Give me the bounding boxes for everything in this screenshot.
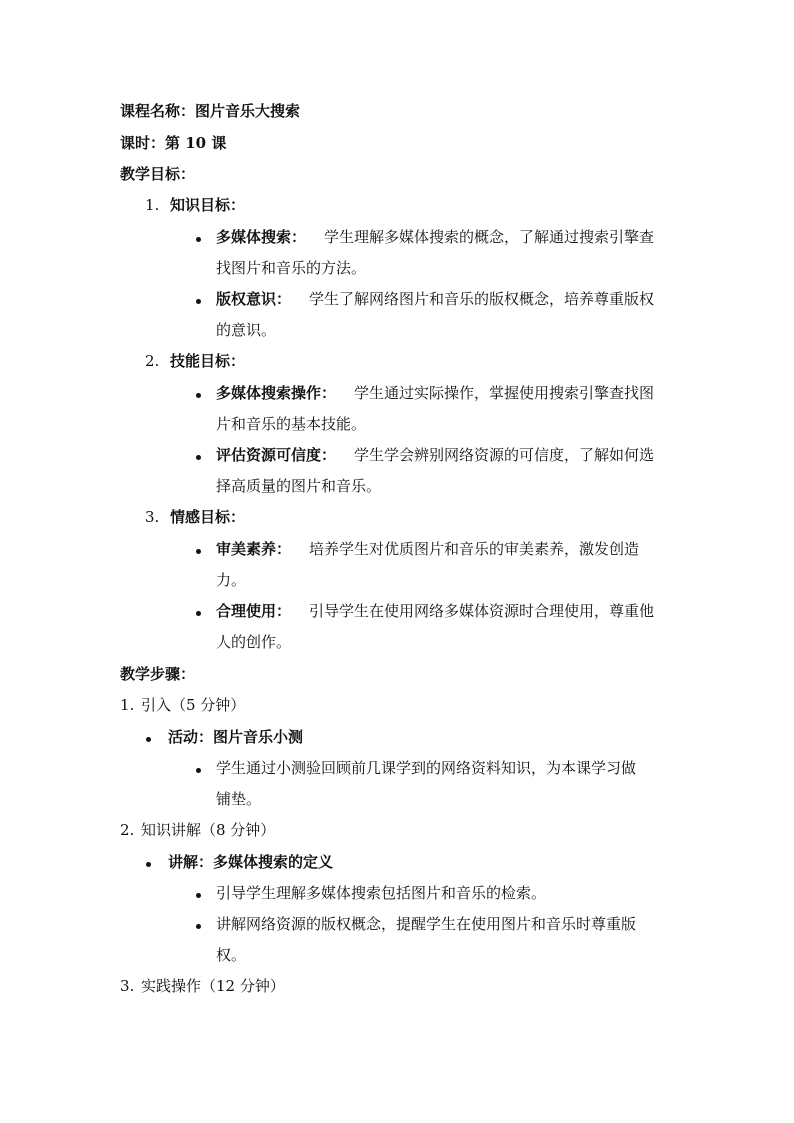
step-number: 1. bbox=[120, 696, 135, 714]
step-title: 知识讲解（8 分钟） bbox=[141, 821, 276, 839]
item-desc-cont: 人的创作。 bbox=[216, 633, 292, 651]
lesson-line bbox=[120, 132, 226, 154]
course-name-line bbox=[120, 100, 300, 122]
objective-number: 3. bbox=[145, 508, 160, 526]
step-activity bbox=[168, 851, 333, 873]
objective-number: 1. bbox=[145, 196, 160, 214]
bullet-icon bbox=[146, 737, 151, 742]
item-desc: 学生理解多媒体搜索的概念，了解通过搜索引擎查 bbox=[324, 228, 655, 246]
objective-title: 情感目标： bbox=[170, 508, 246, 526]
item-term: 版权意识： bbox=[216, 290, 292, 308]
bullet-icon bbox=[196, 455, 201, 460]
bullet-icon bbox=[196, 924, 201, 929]
step-subitem-cont: 权。 bbox=[216, 946, 247, 964]
item-desc: 引导学生在使用网络多媒体资源时合理使用，尊重他 bbox=[309, 602, 655, 620]
course-name-value: 图片音乐大搜索 bbox=[195, 102, 301, 120]
bullet-icon bbox=[196, 393, 201, 398]
item-desc-cont: 择高质量的图片和音乐。 bbox=[216, 477, 382, 495]
item-desc-cont: 片和音乐的基本技能。 bbox=[216, 415, 367, 433]
bullet-icon bbox=[146, 862, 151, 867]
activity-label: 讲解： bbox=[168, 853, 214, 871]
bullet-icon bbox=[196, 611, 201, 616]
bullet-icon bbox=[196, 768, 201, 773]
item-desc-cont: 找图片和音乐的方法。 bbox=[216, 259, 367, 277]
lesson-label: 课时： bbox=[120, 134, 166, 152]
bullet-icon bbox=[196, 549, 201, 554]
course-name-label: 课程名称： bbox=[120, 102, 196, 120]
objective-item bbox=[216, 288, 654, 310]
objective-title: 知识目标： bbox=[170, 196, 246, 214]
step-activity bbox=[168, 726, 303, 748]
objective-item bbox=[216, 444, 654, 466]
objective-item bbox=[216, 226, 654, 248]
activity-value: 图片音乐小测 bbox=[213, 728, 304, 746]
item-term: 评估资源可信度： bbox=[216, 446, 337, 464]
steps-heading: 教学步骤： bbox=[120, 665, 196, 683]
objective-item bbox=[216, 600, 654, 622]
step-subitem-cont: 铺垫。 bbox=[216, 790, 262, 808]
item-desc: 学生通过实际操作，掌握使用搜索引擎查找图 bbox=[354, 384, 655, 402]
bullet-icon bbox=[196, 237, 201, 242]
step-title: 引入（5 分钟） bbox=[141, 696, 246, 714]
item-term: 审美素养： bbox=[216, 540, 292, 558]
objective-item bbox=[216, 538, 639, 560]
step-subitem: 引导学生理解多媒体搜索包括图片和音乐的检索。 bbox=[216, 884, 547, 902]
item-term: 合理使用： bbox=[216, 602, 292, 620]
objective-number: 2. bbox=[145, 352, 160, 370]
objective-title: 技能目标： bbox=[170, 352, 246, 370]
step-number: 3. bbox=[120, 977, 135, 995]
step-subitem: 学生通过小测验回顾前几课学到的网络资料知识，为本课学习做 bbox=[216, 759, 637, 777]
objectives-heading: 教学目标： bbox=[120, 165, 196, 183]
item-desc: 学生学会辨别网络资源的可信度，了解如何选 bbox=[354, 446, 655, 464]
step-title: 实践操作（12 分钟） bbox=[141, 977, 285, 995]
bullet-icon bbox=[196, 893, 201, 898]
objective-item bbox=[216, 382, 654, 404]
item-desc: 学生了解网络图片和音乐的版权概念，培养尊重版权 bbox=[309, 290, 655, 308]
activity-value: 多媒体搜索的定义 bbox=[213, 853, 334, 871]
step-subitem: 讲解网络资源的版权概念，提醒学生在使用图片和音乐时尊重版 bbox=[216, 915, 637, 933]
item-desc-cont: 力。 bbox=[216, 571, 247, 589]
lesson-value: 第 10 课 bbox=[165, 134, 227, 152]
bullet-icon bbox=[196, 299, 201, 304]
item-term: 多媒体搜索： bbox=[216, 228, 307, 246]
step-number: 2. bbox=[120, 821, 135, 839]
item-term: 多媒体搜索操作： bbox=[216, 384, 337, 402]
item-desc: 培养学生对优质图片和音乐的审美素养，激发创造 bbox=[309, 540, 640, 558]
item-desc-cont: 的意识。 bbox=[216, 321, 277, 339]
activity-label: 活动： bbox=[168, 728, 214, 746]
